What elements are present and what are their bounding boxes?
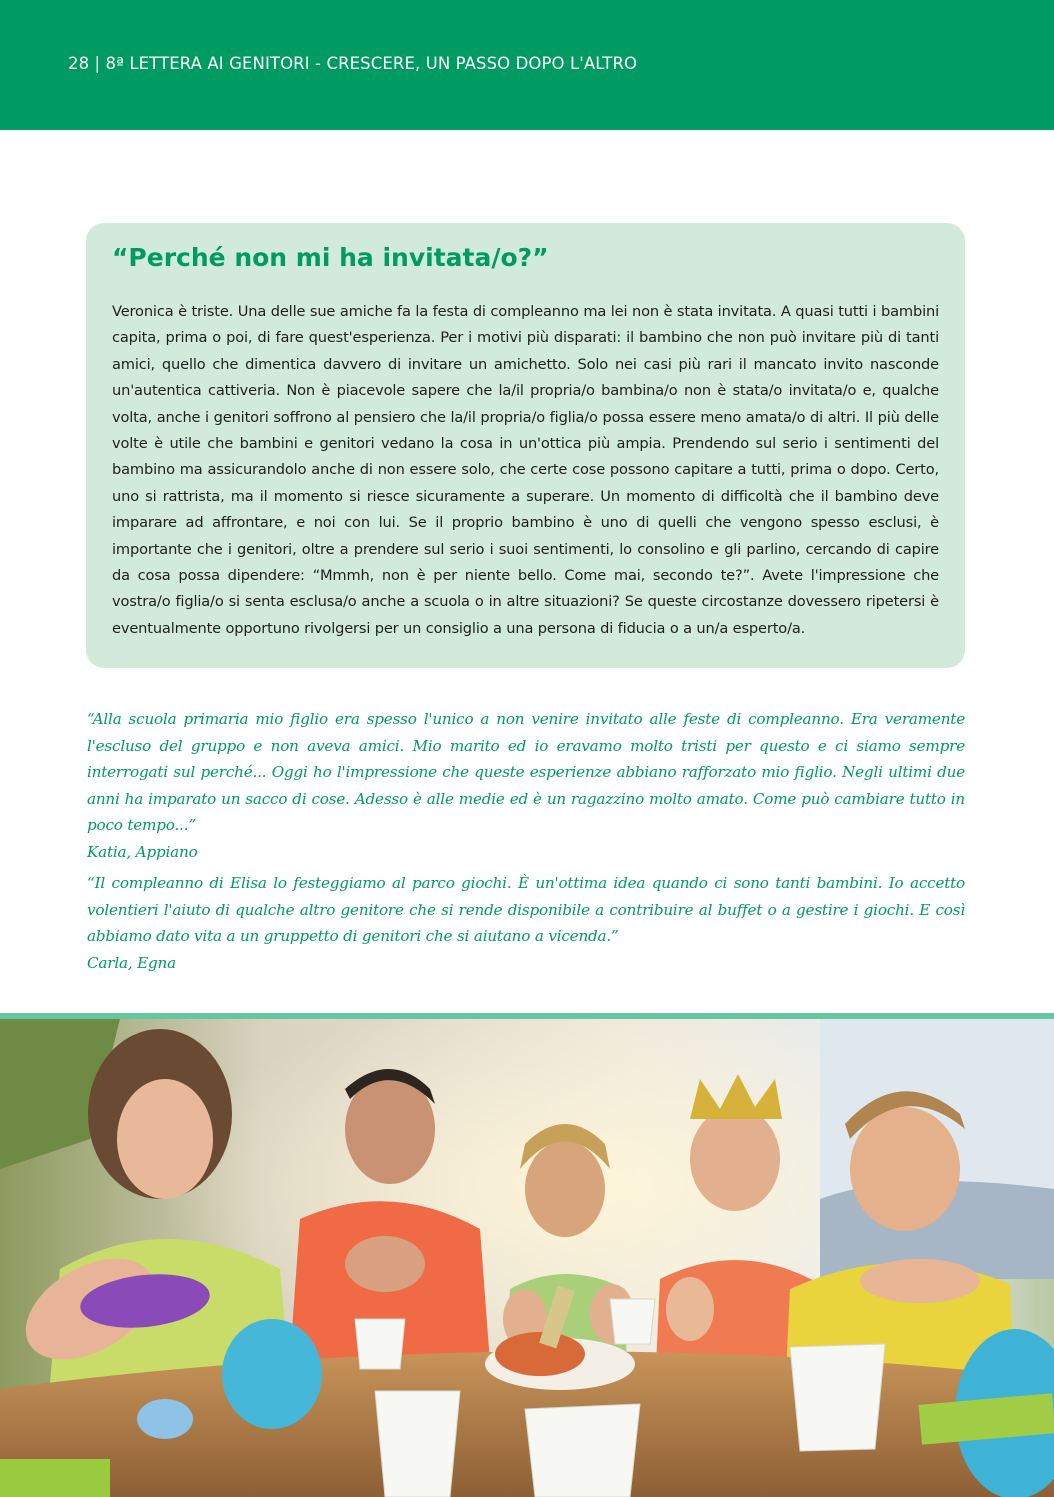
testimonial-quote: “Alla scuola primaria mio figlio era spesso l'unico a non venire invitato alle feste di compleanno. Era veramente l'escluso del gruppo e non aveva amici. Mio marito ed io eravamo molto tristi per questo e ci siamo sempre interrogati sul perché... Oggi ho l'impressione che queste esperienze abbiano rafforzato mio figlio. Negli ultimi due anni ha imparato un sacco di cose. Adesso è alle medie ed è un ragazzino molto amato. Come può cambiare tutto in poco tempo...”: [87, 710, 965, 834]
birthday-party-illustration: [0, 1019, 1054, 1497]
testimonial-2: [87, 870, 965, 976]
page-running-title: 28 | 8ª LETTERA AI GENITORI - CRESCERE, UN PASSO DOPO L'ALTRO: [68, 54, 638, 73]
page-header: [0, 0, 1054, 130]
testimonial-1: [87, 706, 965, 865]
info-box-title: “Perché non mi ha invitata/o?”: [112, 243, 549, 272]
testimonial-quote: “Il compleanno di Elisa lo festeggiamo al parco giochi. È un'ottima idea quando ci sono tanti bambini. Io accetto volentieri l'aiuto di qualche altro genitore che si rende disponibile a contribuire al buffet o a gestire i giochi. E così abbiamo dato vita a un gruppetto di genitori che si aiutano a vicenda.”: [87, 874, 965, 945]
testimonial-author: Katia, Appiano: [87, 842, 198, 861]
info-box-body: Veronica è triste. Una delle sue amiche fa la festa di compleanno ma lei non è stata invitata. A quasi tutti i bambini capita, prima o poi, di fare quest'esperienza. Per i motivi più disparati: il bambino che non può invitare più di tanti amici, quello che dimentica davvero di invitare un amichetto. Solo nei casi più rari il mancato invito nasconde un'autentica cattiveria. Non è piacevole sapere che la/il propria/o bambina/o non è stata/o invitata/o e, qualche volta, anche i genitori soffrono al pensiero che la/il propria/o figlia/o possa essere meno amata/o di altri. Il più delle volte è utile che bambini e genitori vedano la cosa in un'ottica più ampia. Prendendo sul serio i sentimenti del bambino ma assicurandolo anche di non essere solo, che certe cose possono capitare a tutti, prima o dopo. Certo, uno si rattrista, ma il momento si riesce sicuramente a superare. Un momento di difficoltà che il bambino deve imparare ad affrontare, e noi con lui. Se il proprio bambino è uno di quelli che vengono spesso esclusi, è importante che i genitori, oltre a prendere sul serio i suoi sentimenti, lo consolino e gli parlino, cercando di capire da cosa possa dipendere: “Mmmh, non è per niente bello. Come mai, secondo te?”. Avete l'impressione che vostra/o figlia/o si senta esclusa/o anche a scuola o in altre situazioni? Se queste circostanze dovessero ripetersi è eventualmente opportuno rivolgersi per un consiglio a una persona di fiducia o a un/a esperto/a.: [112, 303, 939, 637]
birthday-party-photo: [0, 1019, 1054, 1497]
info-box: [86, 223, 965, 668]
testimonial-author: Carla, Egna: [87, 953, 176, 972]
green-napkin: [0, 1459, 110, 1497]
